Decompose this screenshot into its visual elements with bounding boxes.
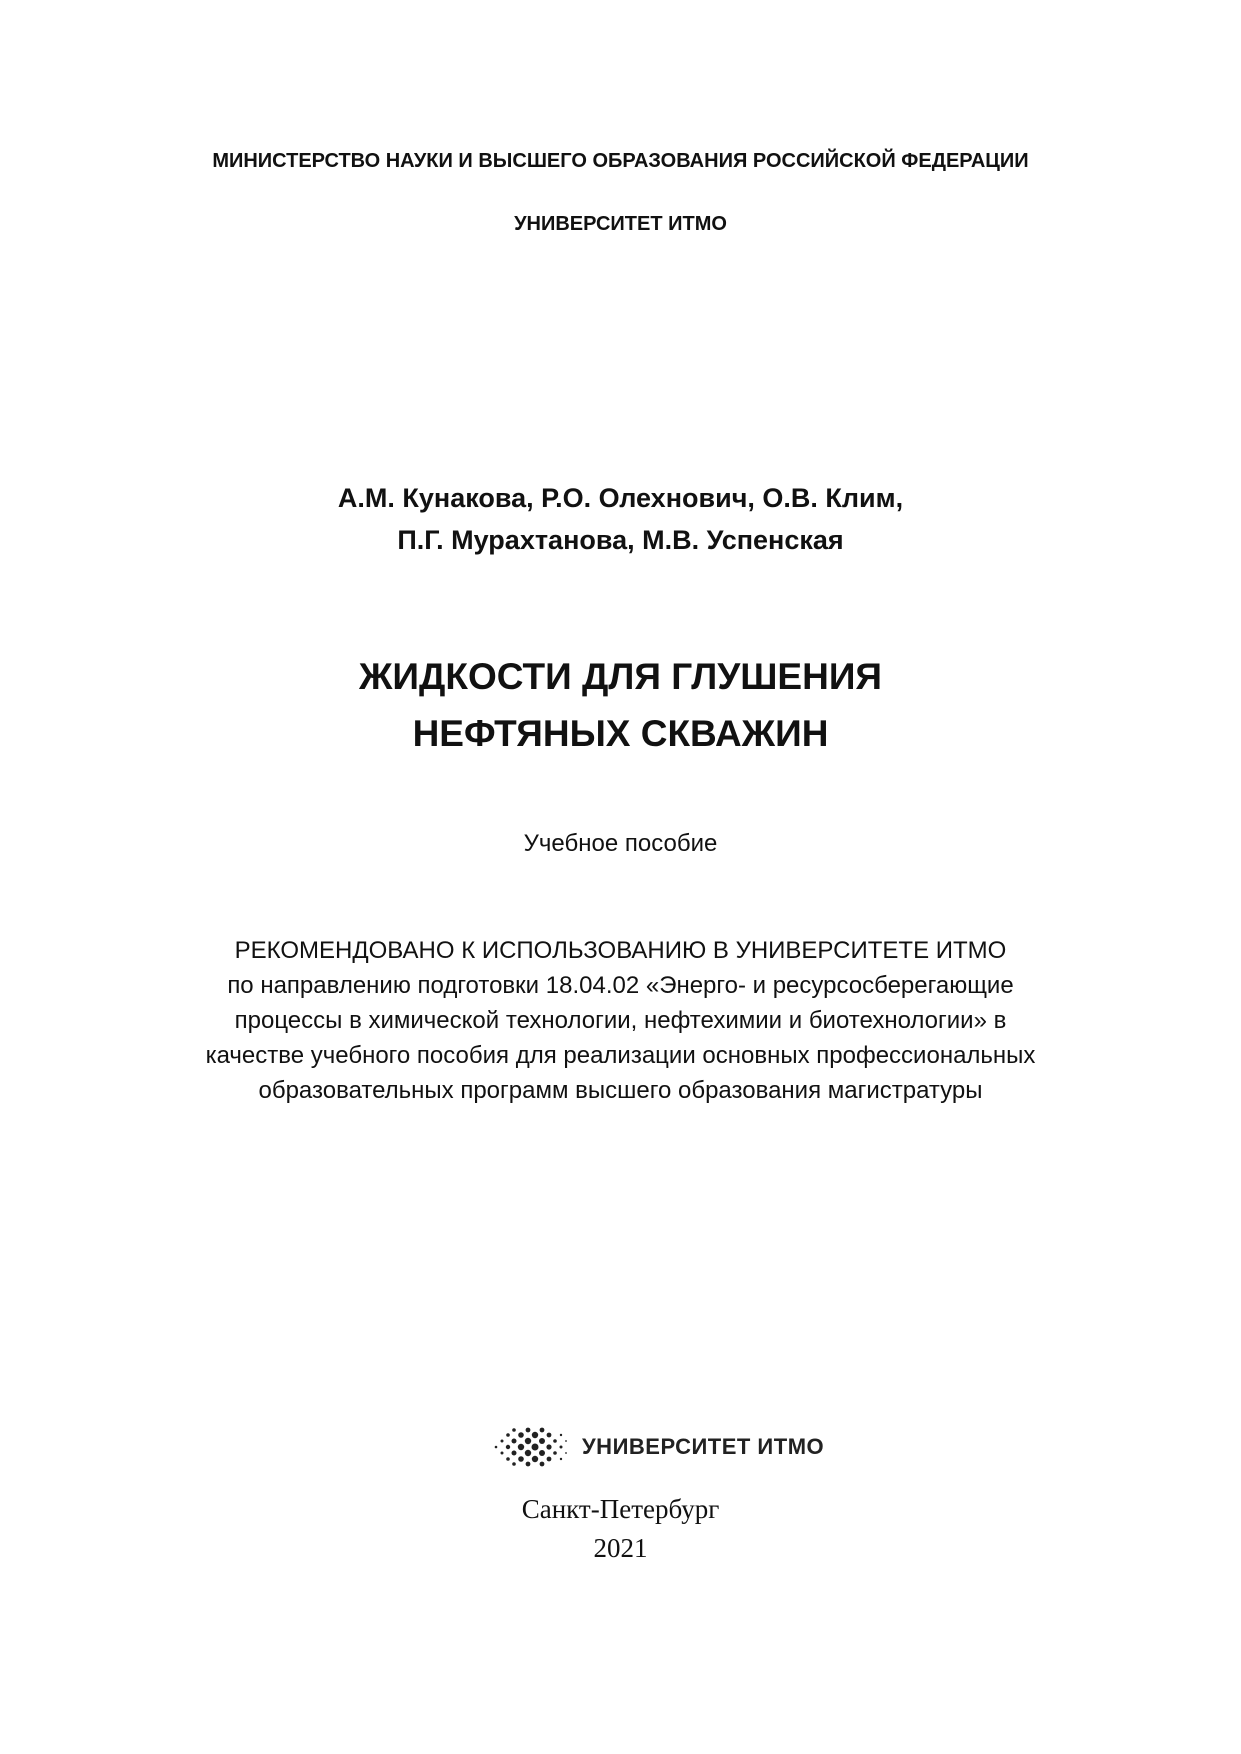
book-subtitle: Учебное пособие [523, 830, 718, 857]
authors-line-1: А.М. Кунакова, Р.О. Олехнович, О.В. Клим, [337, 483, 904, 513]
book-title-line-2: НЕФТЯНЫХ СКВАЖИН [412, 713, 829, 754]
itmo-dots-logo-icon [492, 1424, 570, 1470]
imprint-city: Санкт-Петербург [521, 1494, 720, 1524]
book-title-line-1: ЖИДКОСТИ ДЛЯ ГЛУШЕНИЯ [358, 656, 883, 697]
ministry-heading: МИНИСТЕРСТВО НАУКИ И ВЫСШЕГО ОБРАЗОВАНИЯ РОССИЙСКОЙ ФЕДЕРАЦИИ [212, 150, 1029, 172]
authors-line-2: П.Г. Мурахтанова, М.В. Успенская [397, 525, 844, 555]
itmo-logo [492, 1424, 824, 1470]
recommendation-line-2: по направлению подготовки 18.04.02 «Энерго- и ресурсосберегающие [227, 972, 1014, 999]
recommendation-line-1: РЕКОМЕНДОВАНО К ИСПОЛЬЗОВАНИЮ В УНИВЕРСИТЕТЕ ИТМО [234, 937, 1007, 964]
itmo-logo-text: УНИВЕРСИТЕТ ИТМО [582, 1434, 825, 1459]
recommendation-line-4: качестве учебного пособия для реализации основных профессиональных [205, 1042, 1036, 1069]
imprint-year: 2021 [593, 1533, 648, 1563]
recommendation-line-3: процессы в химической технологии, нефтехимии и биотехнологии» в [234, 1007, 1007, 1034]
recommendation-line-5: образовательных программ высшего образования магистратуры [258, 1077, 983, 1104]
university-heading: УНИВЕРСИТЕТ ИТМО [514, 213, 727, 235]
